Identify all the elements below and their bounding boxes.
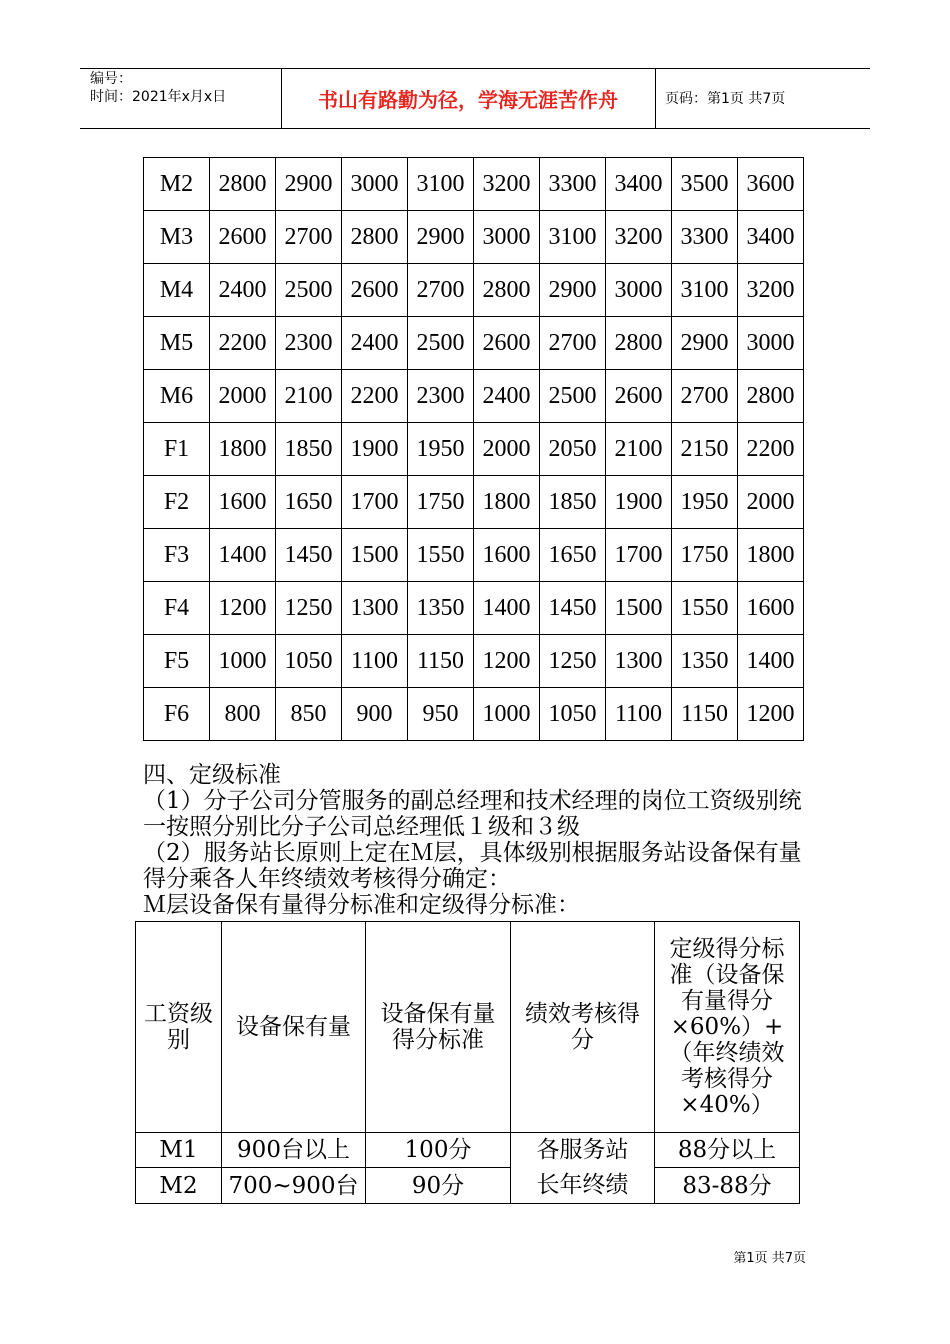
salary-value-cell: 3400	[606, 158, 672, 211]
salary-value-cell: 950	[408, 688, 474, 741]
salary-level-cell: M3	[144, 211, 210, 264]
header-cell-grade-standard: 定级得分标准（设备保有量得分×60%）+（年终绩效考核得分×40%）	[655, 922, 800, 1133]
salary-value-cell: 1600	[474, 529, 540, 582]
section-paragraph: （2）服务站长原则上定在Ｍ层，具体级别根据服务站设备保有量得分乘各人年终绩效考核得分确定：	[143, 840, 802, 892]
row-level: M1	[136, 1133, 222, 1168]
salary-value-cell: 1100	[342, 635, 408, 688]
salary-value-cell: 1450	[540, 582, 606, 635]
salary-value-cell: 2600	[606, 370, 672, 423]
header-cell-performance: 绩效考核得分	[511, 922, 655, 1133]
salary-value-cell: 2400	[342, 317, 408, 370]
salary-value-cell: 2200	[210, 317, 276, 370]
salary-level-cell: M4	[144, 264, 210, 317]
row-score: 90分	[366, 1168, 511, 1204]
salary-value-cell: 3600	[738, 158, 804, 211]
salary-value-cell: 1950	[408, 423, 474, 476]
salary-value-cell: 1050	[276, 635, 342, 688]
section-heading: 四、定级标准	[143, 762, 281, 788]
salary-value-cell: 2400	[474, 370, 540, 423]
salary-value-cell: 1700	[606, 529, 672, 582]
row-performance-note: 各服务站	[511, 1133, 655, 1168]
salary-level-cell: F2	[144, 476, 210, 529]
salary-level-cell: F6	[144, 688, 210, 741]
salary-value-cell: 1550	[408, 529, 474, 582]
header-top-rule	[80, 68, 870, 69]
salary-value-cell: 3100	[672, 264, 738, 317]
document-number-label: 编号：	[90, 71, 132, 87]
salary-value-cell: 2500	[276, 264, 342, 317]
header-cell-quantity-score: 设备保有量得分标准	[366, 922, 511, 1133]
salary-grid-table	[143, 157, 804, 741]
salary-value-cell: 2300	[276, 317, 342, 370]
section-paragraph: Ｍ层设备保有量得分标准和定级得分标准：	[143, 892, 580, 918]
salary-level-cell: F1	[144, 423, 210, 476]
salary-value-cell: 2300	[408, 370, 474, 423]
salary-value-cell: 3000	[474, 211, 540, 264]
salary-value-cell: 2900	[276, 158, 342, 211]
salary-value-cell: 1600	[738, 582, 804, 635]
salary-value-cell: 1750	[672, 529, 738, 582]
salary-value-cell: 2050	[540, 423, 606, 476]
salary-value-cell: 3100	[540, 211, 606, 264]
salary-value-cell: 1050	[540, 688, 606, 741]
salary-value-cell: 3000	[738, 317, 804, 370]
salary-value-cell: 1100	[606, 688, 672, 741]
salary-level-cell: F4	[144, 582, 210, 635]
salary-value-cell: 850	[276, 688, 342, 741]
salary-value-cell: 1200	[738, 688, 804, 741]
salary-value-cell: 1000	[474, 688, 540, 741]
salary-value-cell: 1800	[474, 476, 540, 529]
salary-value-cell: 1000	[210, 635, 276, 688]
salary-value-cell: 3300	[540, 158, 606, 211]
salary-value-cell: 1350	[672, 635, 738, 688]
salary-value-cell: 1150	[408, 635, 474, 688]
salary-value-cell: 2700	[672, 370, 738, 423]
salary-value-cell: 1850	[540, 476, 606, 529]
salary-value-cell: 2800	[474, 264, 540, 317]
salary-level-cell: M5	[144, 317, 210, 370]
salary-value-cell: 1350	[408, 582, 474, 635]
salary-value-cell: 1300	[606, 635, 672, 688]
salary-value-cell: 2000	[210, 370, 276, 423]
row-grade: 83-88分	[655, 1168, 800, 1204]
salary-value-cell: 2100	[606, 423, 672, 476]
salary-value-cell: 1200	[210, 582, 276, 635]
salary-value-cell: 2900	[540, 264, 606, 317]
salary-level-cell: M6	[144, 370, 210, 423]
salary-level-cell: F5	[144, 635, 210, 688]
footer-page-info: 第1页 共7页	[733, 1251, 806, 1266]
salary-value-cell: 1200	[474, 635, 540, 688]
salary-value-cell: 2600	[474, 317, 540, 370]
salary-value-cell: 1400	[210, 529, 276, 582]
salary-value-cell: 1800	[738, 529, 804, 582]
salary-value-cell: 2800	[210, 158, 276, 211]
salary-value-cell: 2700	[276, 211, 342, 264]
salary-value-cell: 3200	[606, 211, 672, 264]
row-performance-note: 长年终绩	[511, 1168, 655, 1204]
header-cell-level: 工资级别	[136, 922, 222, 1133]
section-text	[143, 762, 823, 918]
salary-value-cell: 3000	[342, 158, 408, 211]
salary-value-cell: 1600	[210, 476, 276, 529]
salary-value-cell: 900	[342, 688, 408, 741]
header-motto: 书山有路勤为径，学海无涯苦作舟	[318, 88, 618, 112]
salary-value-cell: 1650	[276, 476, 342, 529]
salary-grid-row	[144, 317, 804, 370]
salary-level-cell: F3	[144, 529, 210, 582]
header-meta	[90, 70, 226, 106]
salary-value-cell: 2400	[210, 264, 276, 317]
salary-value-cell: 1500	[606, 582, 672, 635]
salary-grid-row	[144, 476, 804, 529]
salary-value-cell: 2800	[606, 317, 672, 370]
salary-grid-row	[144, 158, 804, 211]
salary-grid-row	[144, 423, 804, 476]
salary-value-cell: 1250	[540, 635, 606, 688]
salary-value-cell: 1650	[540, 529, 606, 582]
salary-value-cell: 1150	[672, 688, 738, 741]
salary-value-cell: 1700	[342, 476, 408, 529]
salary-grid-row	[144, 635, 804, 688]
salary-grid-row	[144, 582, 804, 635]
salary-value-cell: 1850	[276, 423, 342, 476]
salary-value-cell: 2200	[738, 423, 804, 476]
salary-level-cell: M2	[144, 158, 210, 211]
salary-value-cell: 3200	[474, 158, 540, 211]
salary-value-cell: 1750	[408, 476, 474, 529]
header-divider	[655, 68, 656, 128]
salary-value-cell: 1400	[738, 635, 804, 688]
salary-value-cell: 2600	[210, 211, 276, 264]
salary-grid-row	[144, 688, 804, 741]
salary-value-cell: 2200	[342, 370, 408, 423]
salary-value-cell: 1250	[276, 582, 342, 635]
salary-value-cell: 2600	[342, 264, 408, 317]
header-page-info: 页码：第1页 共7页	[665, 91, 786, 107]
header-bottom-rule	[80, 128, 870, 129]
salary-value-cell: 2100	[276, 370, 342, 423]
salary-value-cell: 1800	[210, 423, 276, 476]
grading-standard-table	[135, 921, 800, 1204]
salary-grid-row	[144, 211, 804, 264]
salary-value-cell: 2800	[342, 211, 408, 264]
salary-value-cell: 3500	[672, 158, 738, 211]
salary-value-cell: 2900	[672, 317, 738, 370]
salary-value-cell: 2900	[408, 211, 474, 264]
salary-value-cell: 3100	[408, 158, 474, 211]
document-time-label: 时间：2021年x月x日	[90, 89, 227, 105]
salary-value-cell: 1450	[276, 529, 342, 582]
salary-grid-row	[144, 264, 804, 317]
salary-value-cell: 2000	[474, 423, 540, 476]
salary-value-cell: 2150	[672, 423, 738, 476]
salary-value-cell: 2000	[738, 476, 804, 529]
row-quantity: 900台以上	[222, 1133, 366, 1168]
salary-value-cell: 1550	[672, 582, 738, 635]
salary-value-cell: 1950	[672, 476, 738, 529]
salary-value-cell: 2700	[540, 317, 606, 370]
salary-value-cell: 800	[210, 688, 276, 741]
row-grade: 88分以上	[655, 1133, 800, 1168]
salary-value-cell: 1500	[342, 529, 408, 582]
salary-value-cell: 3200	[738, 264, 804, 317]
header-cell-quantity: 设备保有量	[222, 922, 366, 1133]
row-level: M2	[136, 1168, 222, 1204]
section-paragraph: （1）分子公司分管服务的副总经理和技术经理的岗位工资级别统一按照分别比分子公司总经理低１级和３级	[143, 788, 802, 840]
salary-value-cell: 1900	[606, 476, 672, 529]
salary-value-cell: 3300	[672, 211, 738, 264]
salary-value-cell: 3000	[606, 264, 672, 317]
salary-grid-row	[144, 370, 804, 423]
salary-value-cell: 1900	[342, 423, 408, 476]
salary-value-cell: 2500	[408, 317, 474, 370]
salary-value-cell: 2800	[738, 370, 804, 423]
salary-value-cell: 2700	[408, 264, 474, 317]
salary-value-cell: 2500	[540, 370, 606, 423]
row-quantity: 700~900台	[222, 1168, 366, 1204]
row-score: 100分	[366, 1133, 511, 1168]
salary-grid-row	[144, 529, 804, 582]
salary-value-cell: 1400	[474, 582, 540, 635]
salary-value-cell: 3400	[738, 211, 804, 264]
salary-value-cell: 1300	[342, 582, 408, 635]
